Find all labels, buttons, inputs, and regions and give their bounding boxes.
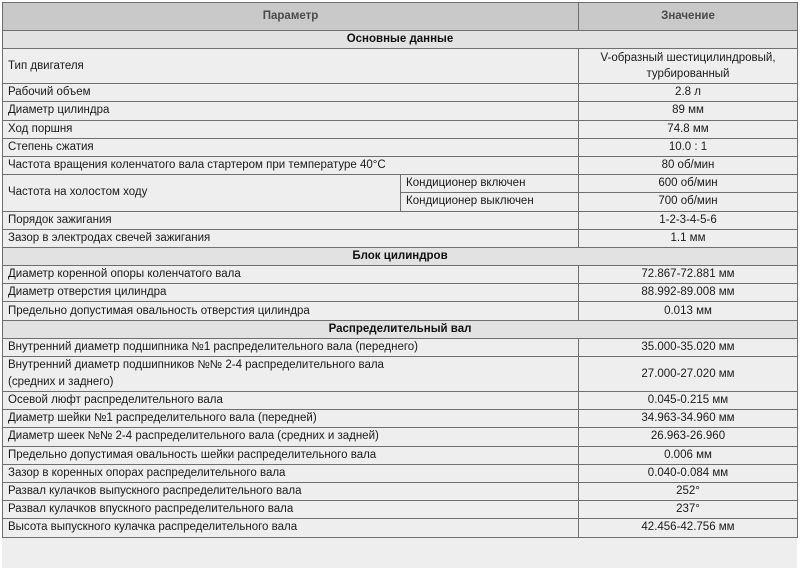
- section-row: [3, 320, 798, 338]
- row-value: 10.0 : 1: [579, 138, 798, 156]
- row-sublabel: Кондиционер включен: [401, 175, 579, 193]
- row-label: Предельно допустимая овальность отверстия цилиндра: [3, 302, 579, 320]
- section-title-block: Блок цилиндров: [3, 247, 798, 265]
- row-label: Диаметр шеек №№ 2-4 распределительного вала (средних и задней): [3, 428, 579, 446]
- row-label: Внутренний диаметр подшипника №1 распределительного вала (переднего): [3, 338, 579, 356]
- row-label: Ход поршня: [3, 120, 579, 138]
- table-row: [3, 229, 798, 247]
- table-row: [3, 338, 798, 356]
- row-value: 700 об/мин: [579, 193, 798, 211]
- row-value: [579, 49, 798, 84]
- section-title-basic: Основные данные: [3, 31, 798, 49]
- row-value: 1.1 мм: [579, 229, 798, 247]
- row-label: [3, 357, 579, 392]
- spec-table: [2, 2, 798, 538]
- row-value: 600 об/мин: [579, 175, 798, 193]
- row-value: 88.992-89.008 мм: [579, 284, 798, 302]
- row-label: Высота выпускного кулачка распределительного вала: [3, 519, 579, 537]
- row-label: Частота вращения коленчатого вала стартером при температуре 40°С: [3, 156, 579, 174]
- table-row: [3, 302, 798, 320]
- table-row: [3, 482, 798, 500]
- table-row: [3, 211, 798, 229]
- row-label: Порядок зажигания: [3, 211, 579, 229]
- section-row: [3, 31, 798, 49]
- row-label: Развал кулачков впускного распределительного вала: [3, 501, 579, 519]
- row-label: Диаметр коренной опоры коленчатого вала: [3, 266, 579, 284]
- row-label: Осевой люфт распределительного вала: [3, 392, 579, 410]
- row-label: Предельно допустимая овальность шейки распределительного вала: [3, 446, 579, 464]
- table-row: [3, 49, 798, 84]
- row-label: Зазор в электродах свечей зажигания: [3, 229, 579, 247]
- table-row: [3, 120, 798, 138]
- row-value: 0.006 мм: [579, 446, 798, 464]
- row-value: 72.867-72.881 мм: [579, 266, 798, 284]
- row-label: Тип двигателя: [3, 49, 579, 84]
- table-row: [3, 501, 798, 519]
- row-value: 0.013 мм: [579, 302, 798, 320]
- row-value: 26.963-26.960: [579, 428, 798, 446]
- row-value: 89 мм: [579, 102, 798, 120]
- row-label: Зазор в коренных опорах распределительного вала: [3, 464, 579, 482]
- column-header-value: Значение: [579, 3, 798, 31]
- table-row: [3, 156, 798, 174]
- row-value: 0.040-0.084 мм: [579, 464, 798, 482]
- table-row: [3, 464, 798, 482]
- table-row: [3, 519, 798, 537]
- row-value: 34.963-34.960 мм: [579, 410, 798, 428]
- row-label: Степень сжатия: [3, 138, 579, 156]
- engine-type-line2: турбированный: [646, 68, 730, 81]
- table-row: [3, 446, 798, 464]
- row-value: 80 об/мин: [579, 156, 798, 174]
- row-value: 74.8 мм: [579, 120, 798, 138]
- table-header-row: [3, 3, 798, 31]
- row-sublabel: Кондиционер выключен: [401, 193, 579, 211]
- section-row: [3, 247, 798, 265]
- row-value: 1-2-3-4-5-6: [579, 211, 798, 229]
- table-row: [3, 428, 798, 446]
- row-value: 252°: [579, 482, 798, 500]
- section-title-camshaft: Распределительный вал: [3, 320, 798, 338]
- row-label: Развал кулачков выпускного распределительного вала: [3, 482, 579, 500]
- row-label: Рабочий объем: [3, 84, 579, 102]
- row-label: Диаметр отверстия цилиндра: [3, 284, 579, 302]
- row-value: 0.045-0.215 мм: [579, 392, 798, 410]
- row-label: Диаметр цилиндра: [3, 102, 579, 120]
- row-value: 42.456-42.756 мм: [579, 519, 798, 537]
- table-row: [3, 357, 798, 392]
- table-row: [3, 284, 798, 302]
- table-row: [3, 102, 798, 120]
- table-row: [3, 392, 798, 410]
- bearing24-label-line1: Внутренний диаметр подшипников №№ 2-4 распределительного вала: [8, 359, 384, 371]
- table-row: [3, 266, 798, 284]
- bearing24-label-line2: (средних и заднего): [8, 376, 114, 388]
- engine-type-line1: V-образный шестицилиндровый,: [600, 52, 776, 65]
- table-row: [3, 410, 798, 428]
- row-label: Диаметр шейки №1 распределительного вала (передней): [3, 410, 579, 428]
- table-row: [3, 138, 798, 156]
- row-value: 237°: [579, 501, 798, 519]
- spec-sheet: [2, 2, 797, 568]
- row-value: 27.000-27.020 мм: [579, 357, 798, 392]
- row-value: 2.8 л: [579, 84, 798, 102]
- row-value: 35.000-35.020 мм: [579, 338, 798, 356]
- table-row: [3, 175, 798, 193]
- column-header-param: Параметр: [3, 3, 579, 31]
- table-row: [3, 84, 798, 102]
- row-label: Частота на холостом ходу: [3, 175, 401, 211]
